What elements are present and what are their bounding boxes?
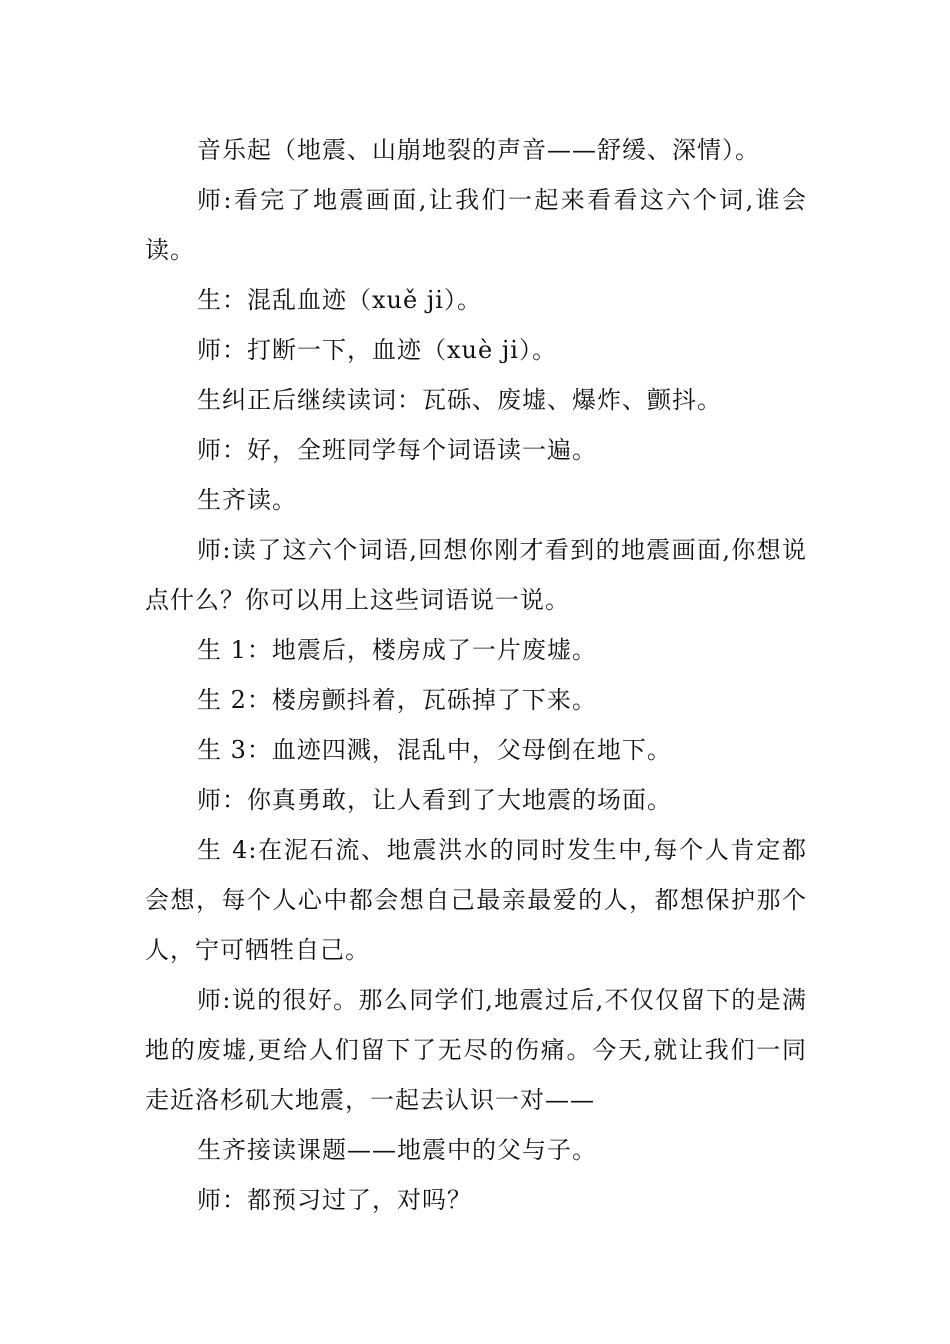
paragraph-9: 生 1：地震后，楼房成了一片废墟。	[197, 636, 597, 664]
paragraph-6: 师：好，全班同学每个词语读一遍。	[197, 436, 597, 464]
paragraph-1: 音乐起（地震、山崩地裂的声音——舒缓、深情）。	[197, 136, 760, 164]
paragraph-8: 师:读了这六个词语,回想你刚才看到的地震画面,你想说点什么？你可以用上这些词语说一说。	[145, 536, 807, 614]
paragraph-16: 师：都预习过了，对吗？	[197, 1186, 472, 1214]
paragraph-4: 师：打断一下，血迹（xuè ji）。	[197, 336, 557, 364]
document-page	[145, 125, 807, 1225]
paragraph-13: 生 4:在泥石流、地震洪水的同时发生中,每个人肯定都会想，每个人心中都会想自己最亲最爱的人，都想保护那个人，宁可牺牲自己。	[145, 836, 807, 964]
paragraph-15: 生齐接读课题——地震中的父与子。	[197, 1136, 597, 1164]
paragraph-7: 生齐读。	[197, 486, 297, 514]
paragraph-2: 师:看完了地震画面,让我们一起来看看这六个词,谁会读。	[145, 186, 807, 264]
paragraph-3: 生：混乱血迹（xuě ji）。	[197, 286, 482, 314]
paragraph-11: 生 3：血迹四溅，混乱中，父母倒在地下。	[197, 736, 672, 764]
paragraph-12: 师：你真勇敢，让人看到了大地震的场面。	[197, 786, 672, 814]
paragraph-10: 生 2：楼房颤抖着，瓦砾掉了下来。	[197, 686, 597, 714]
paragraph-14: 师:说的很好。那么同学们,地震过后,不仅仅留下的是满地的废墟,更给人们留下了无尽的伤痛。今天,就让我们一同走近洛杉矶大地震，一起去认识一对——	[145, 986, 807, 1114]
paragraph-5: 生纠正后继续读词：瓦砾、废墟、爆炸、颤抖。	[197, 386, 722, 414]
